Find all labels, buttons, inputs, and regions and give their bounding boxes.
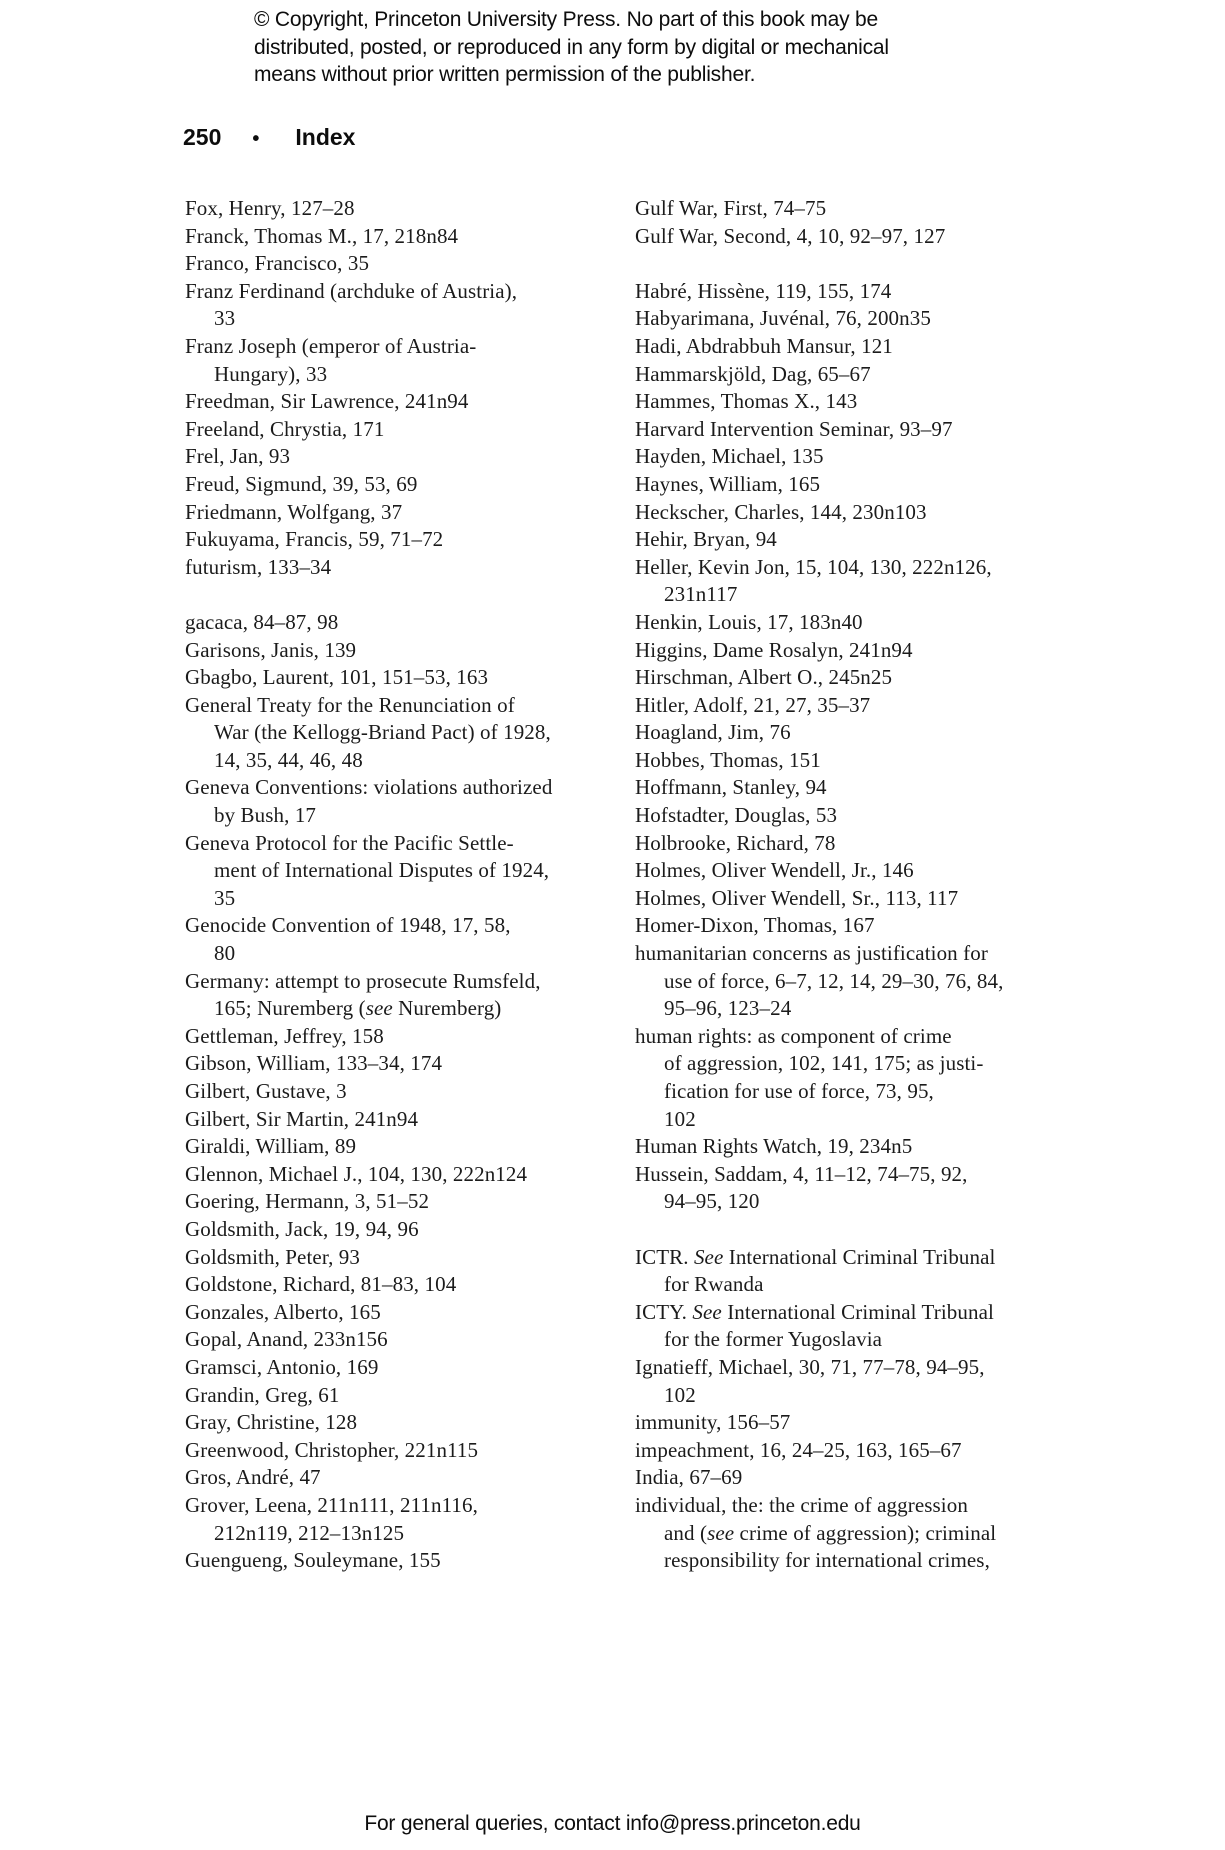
index-entry [635,637,1115,665]
index-entry [185,388,665,416]
index-entry-line: Friedmann, Wolfgang, 37 [185,499,403,524]
index-entry [635,1244,1115,1299]
index-entry [185,1078,665,1106]
index-entry-line: Higgins, Dame Rosalyn, 241n94 [635,637,913,662]
index-entry-line: General Treaty for the Renunciation of [185,692,515,717]
index-entry [185,416,665,444]
index-entry-line: Glennon, Michael J., 104, 130, 222n124 [185,1161,528,1186]
index-entry-line: individual, the: the crime of aggression [635,1492,968,1517]
bullet-separator: • [252,128,260,150]
index-entry-continuation-line: 231n117 [664,582,738,607]
index-entry [185,968,665,1023]
index-entry-line: Henkin, Louis, 17, 183n40 [635,609,863,634]
index-entry [185,830,665,913]
index-entry-line: gacaca, 84–87, 98 [185,609,339,634]
index-entry-line: Hoffmann, Stanley, 94 [635,775,827,800]
index-entry [185,664,665,692]
index-entry [185,195,665,223]
index-entry-line: Harvard Intervention Seminar, 93–97 [635,416,953,441]
index-entry [635,223,1115,251]
index-entry [635,388,1115,416]
index-entry-continuation-line: 95–96, 123–24 [664,996,792,1021]
index-entry [185,554,665,582]
index-entry [635,1437,1115,1465]
index-entry-line: Frel, Jan, 93 [185,444,291,469]
index-entry-line: Gibson, William, 133–34, 174 [185,1051,443,1076]
index-entry-continuation-line: 165; Nuremberg (see Nuremberg) [214,996,502,1021]
copyright-line: means without prior written permission of the publisher. [254,63,756,87]
index-entry [185,499,665,527]
index-entry-line: Gopal, Anand, 233n156 [185,1327,388,1352]
index-entry-line: Gbagbo, Laurent, 101, 151–53, 163 [185,665,489,690]
index-entry-line: Ignatieff, Michael, 30, 71, 77–78, 94–95, [635,1354,985,1379]
index-entry-line: Holmes, Oliver Wendell, Sr., 113, 117 [635,885,959,910]
index-entry-line: Hitler, Adolf, 21, 27, 35–37 [635,692,871,717]
index-entry-continuation-line: of aggression, 102, 141, 175; as justi- [664,1051,984,1076]
index-entry-continuation-line: by Bush, 17 [214,803,317,828]
index-entry [635,333,1115,361]
index-entry [185,1106,665,1134]
index-entry-line: Guengueng, Souleymane, 155 [185,1548,441,1573]
index-entry-line: Holbrooke, Richard, 78 [635,830,836,855]
index-entry [185,1382,665,1410]
index-entry-line: immunity, 156–57 [635,1410,791,1435]
index-entry [185,1437,665,1465]
index-entry-line: Freud, Sigmund, 39, 53, 69 [185,471,418,496]
index-entry-continuation-line: 14, 35, 44, 46, 48 [214,747,363,772]
index-entry-line: Gros, André, 47 [185,1465,321,1490]
index-entry-continuation-line: 80 [214,941,236,966]
index-entry-line: Genocide Convention of 1948, 17, 58, [185,913,511,938]
index-entry-line: Goldsmith, Jack, 19, 94, 96 [185,1216,419,1241]
index-entry [185,1188,665,1216]
index-entry [635,609,1115,637]
index-entry-line: Garisons, Janis, 139 [185,637,357,662]
index-entry-line: Fox, Henry, 127–28 [185,196,355,220]
index-entry [185,1492,665,1547]
index-entry-line: Franco, Francisco, 35 [185,251,370,276]
index-entry [185,223,665,251]
index-entry-line: Gettleman, Jeffrey, 158 [185,1023,384,1048]
index-entry-line: impeachment, 16, 24–25, 163, 165–67 [635,1437,962,1462]
index-entry [635,719,1115,747]
index-entry-continuation-line: use of force, 6–7, 12, 14, 29–30, 76, 84, [664,968,1004,993]
index-entry-line: Goldsmith, Peter, 93 [185,1244,360,1269]
index-entry [185,637,665,665]
index-entry [635,499,1115,527]
index-entry [185,1133,665,1161]
index-entry-line: Hofstadter, Douglas, 53 [635,803,838,828]
index-entry-line: Goldstone, Richard, 81–83, 104 [185,1272,457,1297]
index-entry [185,1023,665,1051]
index-entry [635,471,1115,499]
index-entry-line: Gulf War, First, 74–75 [635,196,827,220]
index-entry-continuation-line: 94–95, 120 [664,1189,760,1214]
index-entry-line: human rights: as component of crime [635,1023,952,1048]
index-entry-line: futurism, 133–34 [185,554,332,579]
index-entry-line: Haynes, William, 165 [635,471,821,496]
index-entry [185,1299,665,1327]
index-entry [635,416,1115,444]
index-entry [635,1354,1115,1409]
index-heading: Index [295,124,356,150]
index-entry-line: Grandin, Greg, 61 [185,1382,340,1407]
index-entry-line: Gray, Christine, 128 [185,1410,358,1435]
index-entry [185,1464,665,1492]
index-entry [635,1161,1115,1216]
index-entry-line: Heller, Kevin Jon, 15, 104, 130, 222n126, [635,554,992,579]
index-entry-line: Gulf War, Second, 4, 10, 92–97, 127 [635,223,946,248]
index-entry-line: Human Rights Watch, 19, 234n5 [635,1134,913,1159]
index-entry-line: Franz Ferdinand (archduke of Austria), [185,278,518,303]
index-entry [635,1464,1115,1492]
index-entry [185,278,665,333]
index-entry-line: Hammes, Thomas X., 143 [635,389,858,414]
index-entry-line: Freedman, Sir Lawrence, 241n94 [185,389,469,414]
index-entry [185,1161,665,1189]
index-entry [635,664,1115,692]
index-entry-continuation-line: Hungary), 33 [214,361,328,386]
index-entry [635,1492,1115,1575]
index-entry-line: Freeland, Chrystia, 171 [185,416,385,441]
page-number: 250 [183,124,222,150]
index-entry-line: Hammarskjöld, Dag, 65–67 [635,361,871,386]
index-entry [635,1133,1115,1161]
index-entry-line: Gramsci, Antonio, 169 [185,1354,379,1379]
index-entry-line: Hadi, Abdrabbuh Mansur, 121 [635,333,893,358]
index-entry-line: Hobbes, Thomas, 151 [635,747,821,772]
index-entry-line: Geneva Conventions: violations authorized [185,775,553,800]
index-entry [635,1409,1115,1437]
index-entry-line: Habyarimana, Juvénal, 76, 200n35 [635,306,931,331]
index-entry-continuation-line: responsibility for international crimes, [664,1548,990,1573]
index-entry-continuation-line: 35 [214,885,236,910]
index-entry-line: ICTR. See International Criminal Tribunal [635,1244,996,1269]
index-entry-line: Giraldi, William, 89 [185,1134,357,1159]
index-entry-continuation-line: and (see crime of aggression); criminal [664,1520,997,1545]
index-entry [185,1547,665,1575]
copyright-line: © Copyright, Princeton University Press. No part of this book may be [254,8,878,31]
index-column-left [185,195,665,1575]
index-entry-continuation-line: ment of International Disputes of 1924, [214,858,550,883]
index-entry [185,1244,665,1272]
index-entry-line: Hoagland, Jim, 76 [635,720,791,745]
index-entry [185,1050,665,1078]
index-entry [185,1409,665,1437]
index-entry-line: Hehir, Bryan, 94 [635,527,777,552]
index-entry [185,774,665,829]
index-entry [635,802,1115,830]
index-entry [635,305,1115,333]
index-entry-line: Holmes, Oliver Wendell, Jr., 146 [635,858,914,883]
index-entry-line: ICTY. See International Criminal Tribunal [635,1299,994,1324]
index-entry-continuation-line: 102 [664,1106,696,1131]
index-entry [185,526,665,554]
index-entry [185,1326,665,1354]
index-entry [635,912,1115,940]
index-entry-line: Franck, Thomas M., 17, 218n84 [185,223,459,248]
copyright-notice [254,6,889,89]
index-entry [185,471,665,499]
index-entry-line: Fukuyama, Francis, 59, 71–72 [185,527,444,552]
index-entry-line: Hayden, Michael, 135 [635,444,824,469]
index-entry [635,361,1115,389]
index-entry [635,1023,1115,1133]
index-entry-line: Hussein, Saddam, 4, 11–12, 74–75, 92, [635,1161,968,1186]
running-head [183,123,355,153]
index-entry-continuation-line: 33 [214,306,236,331]
index-entry [635,747,1115,775]
index-entry-line: humanitarian concerns as justification for [635,941,988,966]
footer-contact: For general queries, contact info@press.princeton.edu [364,1812,861,1835]
index-entry [635,692,1115,720]
index-column-right [635,195,1115,1575]
index-entry [185,1216,665,1244]
index-entry [635,443,1115,471]
index-entry-continuation-line: 212n119, 212–13n125 [214,1520,405,1545]
index-entry-line: Gilbert, Gustave, 3 [185,1079,347,1103]
index-entry-line: Greenwood, Christopher, 221n115 [185,1437,479,1462]
index-entry [635,526,1115,554]
index-entry [185,1354,665,1382]
index-entry-continuation-line: for the former Yugoslavia [664,1327,883,1352]
index-entry [185,912,665,967]
index-entry [635,830,1115,858]
index-entry-line: Goering, Hermann, 3, 51–52 [185,1189,430,1214]
index-entry [635,857,1115,885]
index-entry [185,1271,665,1299]
index-entry-line: India, 67–69 [635,1465,743,1490]
index-entry-line: Geneva Protocol for the Pacific Settle- [185,830,514,855]
index-entry-continuation-line: 102 [664,1382,696,1407]
index-entry-line: Gonzales, Alberto, 165 [185,1299,381,1324]
index-entry [185,692,665,775]
index-entry [635,885,1115,913]
index-entry [185,333,665,388]
index-entry [635,195,1115,223]
index-entry-line: Franz Joseph (emperor of Austria- [185,333,477,358]
index-entry-continuation-line: fication for use of force, 73, 95, [664,1079,934,1103]
index-entry-line: Germany: attempt to prosecute Rumsfeld, [185,968,541,993]
index-entry-continuation-line: War (the Kellogg-Briand Pact) of 1928, [214,720,551,745]
copyright-line: distributed, posted, or reproduced in any form by digital or mechanical [254,35,889,59]
index-entry-line: Habré, Hissène, 119, 155, 174 [635,278,892,303]
index-entry [635,554,1115,609]
index-entry-line: Hirschman, Albert O., 245n25 [635,665,893,690]
index-entry [635,278,1115,306]
index-entry [185,609,665,637]
index-entry-line: Homer-Dixon, Thomas, 167 [635,913,875,938]
index-entry [635,940,1115,1023]
index-entry [635,1299,1115,1354]
index-entry-line: Grover, Leena, 211n111, 211n116, [185,1492,478,1517]
index-entry [185,250,665,278]
index-entry-line: Gilbert, Sir Martin, 241n94 [185,1106,419,1131]
index-entry [185,443,665,471]
index-entry-continuation-line: for Rwanda [664,1272,764,1297]
index-entry [635,774,1115,802]
index-entry-line: Heckscher, Charles, 144, 230n103 [635,499,927,524]
